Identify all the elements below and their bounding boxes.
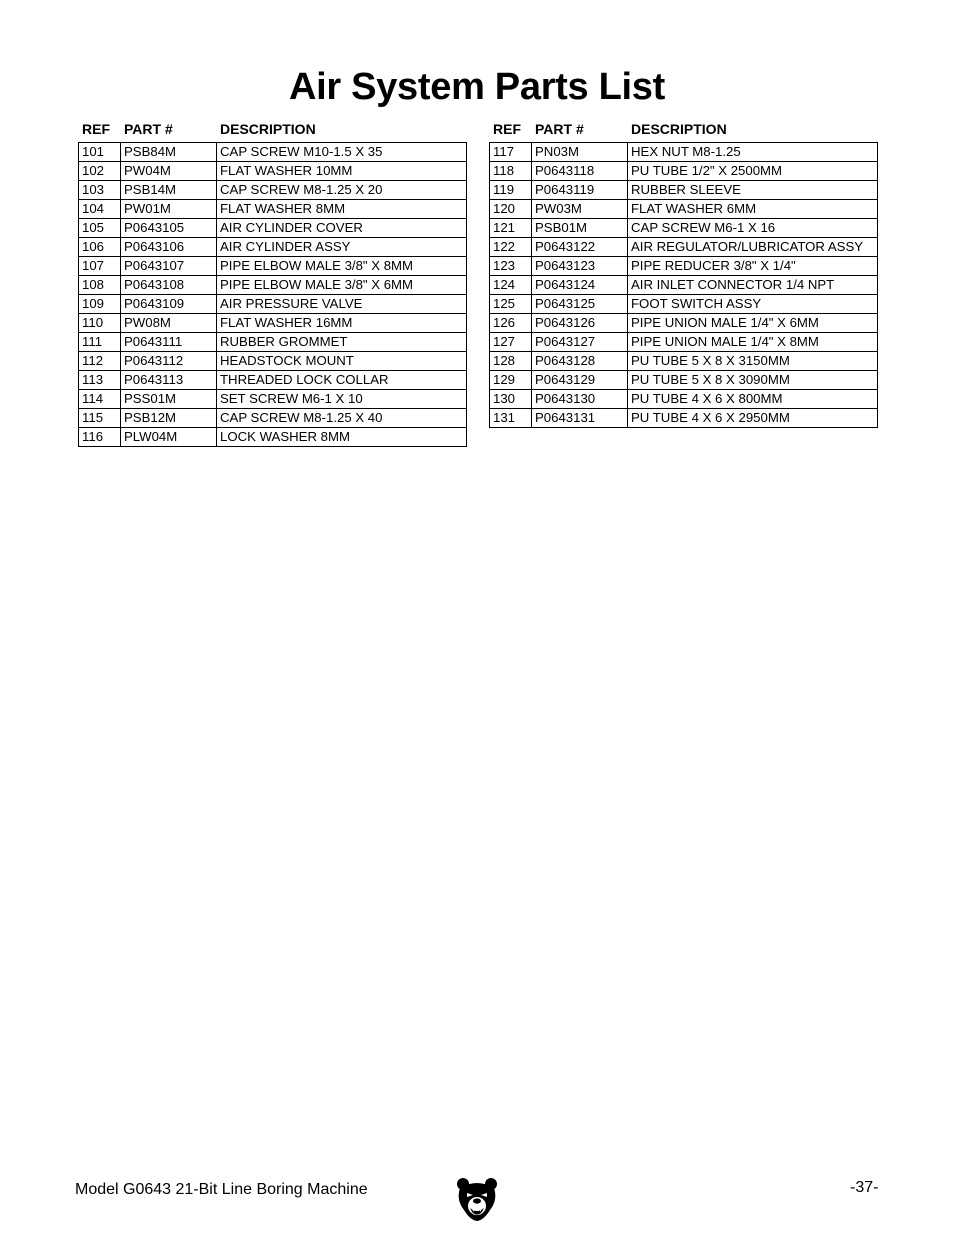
table-row <box>79 409 467 428</box>
ref-cell: 129 <box>490 371 532 390</box>
header-description: DESCRIPTION <box>631 121 727 137</box>
description-cell: AIR CYLINDER COVER <box>217 219 467 238</box>
ref-cell: 124 <box>490 276 532 295</box>
table-row <box>490 219 878 238</box>
table-row <box>79 314 467 333</box>
parts-table-right <box>489 118 877 428</box>
description-cell: PIPE REDUCER 3/8" X 1/4" <box>628 257 878 276</box>
table-row <box>490 295 878 314</box>
table-row <box>79 428 467 447</box>
part-number-cell: PSB14M <box>121 181 217 200</box>
part-number-cell: P0643128 <box>532 352 628 371</box>
header-part-number: PART # <box>535 121 584 137</box>
part-number-cell: PSB12M <box>121 409 217 428</box>
part-number-cell: P0643107 <box>121 257 217 276</box>
description-cell: FOOT SWITCH ASSY <box>628 295 878 314</box>
description-cell: PIPE UNION MALE 1/4" X 6MM <box>628 314 878 333</box>
ref-cell: 112 <box>79 352 121 371</box>
part-number-cell: P0643111 <box>121 333 217 352</box>
description-cell: LOCK WASHER 8MM <box>217 428 467 447</box>
parts-list-left <box>78 142 467 447</box>
description-cell: CAP SCREW M6-1 X 16 <box>628 219 878 238</box>
description-cell: FLAT WASHER 6MM <box>628 200 878 219</box>
table-row <box>79 257 467 276</box>
description-cell: PU TUBE 1/2" X 2500MM <box>628 162 878 181</box>
description-cell: AIR PRESSURE VALVE <box>217 295 467 314</box>
description-cell: THREADED LOCK COLLAR <box>217 371 467 390</box>
ref-cell: 101 <box>79 143 121 162</box>
table-row <box>490 238 878 257</box>
ref-cell: 126 <box>490 314 532 333</box>
table-row <box>79 390 467 409</box>
ref-cell: 127 <box>490 333 532 352</box>
ref-cell: 128 <box>490 352 532 371</box>
part-number-cell: P0643108 <box>121 276 217 295</box>
part-number-cell: P0643125 <box>532 295 628 314</box>
part-number-cell: PSB01M <box>532 219 628 238</box>
description-cell: AIR CYLINDER ASSY <box>217 238 467 257</box>
table-row <box>79 295 467 314</box>
ref-cell: 111 <box>79 333 121 352</box>
ref-cell: 102 <box>79 162 121 181</box>
table-row <box>490 200 878 219</box>
table-row <box>79 238 467 257</box>
description-cell: CAP SCREW M8-1.25 X 40 <box>217 409 467 428</box>
ref-cell: 108 <box>79 276 121 295</box>
header-part-number: PART # <box>124 121 173 137</box>
ref-cell: 118 <box>490 162 532 181</box>
ref-cell: 103 <box>79 181 121 200</box>
description-cell: CAP SCREW M8-1.25 X 20 <box>217 181 467 200</box>
table-row <box>79 276 467 295</box>
ref-cell: 115 <box>79 409 121 428</box>
description-cell: FLAT WASHER 16MM <box>217 314 467 333</box>
header-ref: REF <box>82 121 110 137</box>
part-number-cell: P0643122 <box>532 238 628 257</box>
description-cell: FLAT WASHER 8MM <box>217 200 467 219</box>
part-number-cell: P0643124 <box>532 276 628 295</box>
page-number: -37- <box>850 1179 879 1196</box>
ref-cell: 114 <box>79 390 121 409</box>
part-number-cell: P0643123 <box>532 257 628 276</box>
ref-cell: 123 <box>490 257 532 276</box>
part-number-cell: PW01M <box>121 200 217 219</box>
part-number-cell: P0643131 <box>532 409 628 428</box>
part-number-cell: PN03M <box>532 143 628 162</box>
table-row <box>490 371 878 390</box>
description-cell: HEX NUT M8-1.25 <box>628 143 878 162</box>
ref-cell: 104 <box>79 200 121 219</box>
table-row <box>490 333 878 352</box>
table-row <box>79 371 467 390</box>
part-number-cell: P0643127 <box>532 333 628 352</box>
table-row <box>490 314 878 333</box>
ref-cell: 121 <box>490 219 532 238</box>
ref-cell: 117 <box>490 143 532 162</box>
table-row <box>490 143 878 162</box>
ref-cell: 107 <box>79 257 121 276</box>
description-cell: AIR INLET CONNECTOR 1/4 NPT <box>628 276 878 295</box>
table-row <box>490 257 878 276</box>
ref-cell: 110 <box>79 314 121 333</box>
description-cell: AIR REGULATOR/LUBRICATOR ASSY <box>628 238 878 257</box>
page-title: Air System Parts List <box>289 66 665 108</box>
table-row <box>490 390 878 409</box>
footer-model-text: Model G0643 21-Bit Line Boring Machine <box>75 1181 368 1198</box>
description-cell: PU TUBE 5 X 8 X 3150MM <box>628 352 878 371</box>
table-row <box>79 181 467 200</box>
table-header <box>489 118 877 142</box>
table-row <box>79 219 467 238</box>
description-cell: SET SCREW M6-1 X 10 <box>217 390 467 409</box>
ref-cell: 116 <box>79 428 121 447</box>
table-row <box>490 409 878 428</box>
description-cell: RUBBER GROMMET <box>217 333 467 352</box>
part-number-cell: P0643113 <box>121 371 217 390</box>
part-number-cell: P0643112 <box>121 352 217 371</box>
part-number-cell: P0643130 <box>532 390 628 409</box>
description-cell: HEADSTOCK MOUNT <box>217 352 467 371</box>
table-row <box>79 352 467 371</box>
ref-cell: 113 <box>79 371 121 390</box>
bear-head-icon <box>456 1176 498 1222</box>
description-cell: PIPE UNION MALE 1/4" X 8MM <box>628 333 878 352</box>
table-row <box>490 276 878 295</box>
ref-cell: 106 <box>79 238 121 257</box>
table-row <box>490 181 878 200</box>
parts-table-left <box>78 118 466 447</box>
table-header <box>78 118 466 142</box>
ref-cell: 105 <box>79 219 121 238</box>
table-row <box>490 352 878 371</box>
ref-cell: 122 <box>490 238 532 257</box>
ref-cell: 109 <box>79 295 121 314</box>
part-number-cell: PSS01M <box>121 390 217 409</box>
part-number-cell: PSB84M <box>121 143 217 162</box>
table-row <box>79 200 467 219</box>
header-description: DESCRIPTION <box>220 121 316 137</box>
ref-cell: 125 <box>490 295 532 314</box>
part-number-cell: PLW04M <box>121 428 217 447</box>
part-number-cell: P0643106 <box>121 238 217 257</box>
table-row <box>490 162 878 181</box>
part-number-cell: P0643129 <box>532 371 628 390</box>
part-number-cell: P0643105 <box>121 219 217 238</box>
description-cell: PIPE ELBOW MALE 3/8" X 8MM <box>217 257 467 276</box>
ref-cell: 130 <box>490 390 532 409</box>
description-cell: PIPE ELBOW MALE 3/8" X 6MM <box>217 276 467 295</box>
part-number-cell: PW08M <box>121 314 217 333</box>
description-cell: PU TUBE 4 X 6 X 2950MM <box>628 409 878 428</box>
table-row <box>79 143 467 162</box>
description-cell: RUBBER SLEEVE <box>628 181 878 200</box>
header-ref: REF <box>493 121 521 137</box>
parts-list-right <box>489 142 878 428</box>
description-cell: PU TUBE 4 X 6 X 800MM <box>628 390 878 409</box>
ref-cell: 120 <box>490 200 532 219</box>
part-number-cell: P0643118 <box>532 162 628 181</box>
ref-cell: 131 <box>490 409 532 428</box>
table-row <box>79 162 467 181</box>
part-number-cell: P0643109 <box>121 295 217 314</box>
part-number-cell: PW03M <box>532 200 628 219</box>
description-cell: FLAT WASHER 10MM <box>217 162 467 181</box>
part-number-cell: P0643126 <box>532 314 628 333</box>
description-cell: PU TUBE 5 X 8 X 3090MM <box>628 371 878 390</box>
description-cell: CAP SCREW M10-1.5 X 35 <box>217 143 467 162</box>
part-number-cell: P0643119 <box>532 181 628 200</box>
part-number-cell: PW04M <box>121 162 217 181</box>
table-row <box>79 333 467 352</box>
ref-cell: 119 <box>490 181 532 200</box>
